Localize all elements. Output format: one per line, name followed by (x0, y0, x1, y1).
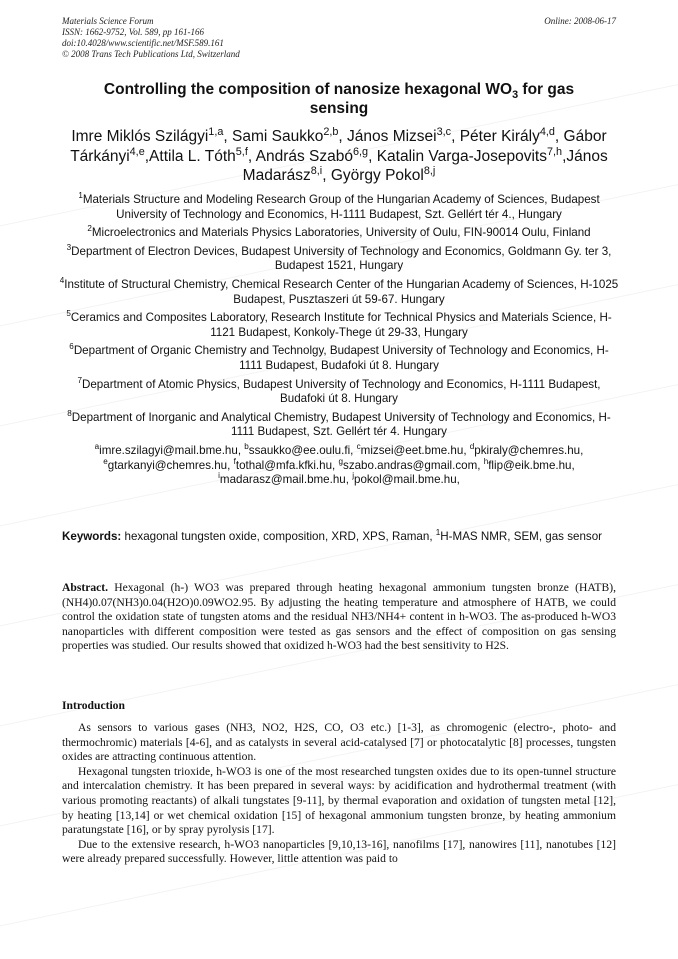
introduction-body (62, 721, 616, 867)
author: Imre Miklós Szilágyi$^{1,a}$, (71, 125, 232, 145)
author: János Mizsei$^{3,c}$, (347, 125, 460, 145)
author: Gábor Tárkányi$^{4,e}$, (70, 128, 607, 165)
affiliation-list (58, 193, 620, 488)
paragraph: As sensors to various gases (NH3, NO2, H2S, CO, O3 etc.) [1-3], as chromogenic (electro-, photo- and thermochromic) materials [4-6], and as catalysts in several acid-catalysed [7] or photocatalytic [8] processes, tungsten oxides are attracting continuous attention. (62, 721, 616, 764)
journal-copyright: © 2008 Trans Tech Publications Ltd, Switzerland (62, 49, 240, 59)
journal-issn: ISSN: 1662-9752, Vol. 589, pp 161-166 (62, 27, 204, 37)
paragraph: Hexagonal tungsten trioxide, h-WO3 is one of the most researched tungsten oxides due to its open-tunnel structure and intercalation chemistry. It has been prepared in several ways: by acidification and hydrothermal treatment (with various promoting reactants) of alkali tungstates [9-11], by thermal evaporation and oxidation of tungsten metal [12], by heating [13,14] or wet chemical oxidation [15] of hexagonal ammonium tungsten bronze, by heating ammonium paratungstate [16], or by spray pyrolysis [17]. (62, 764, 616, 837)
email: $^h$flip@eik.bme.hu (483, 456, 572, 472)
author-list (58, 127, 620, 186)
email: $^d$pkiraly@chemres.hu (469, 442, 581, 457)
affiliation: $^1$Materials Structure and Modeling Research Group of the Hungarian Academy of Sciences, Budapest University of Technology and Economics, H-1111 Budapest, Szt. Gellért tér 4., Hungary (78, 191, 600, 221)
email-list: $^a$imre.szilagyi@mail.bme.hu, $^b$ssaukko@ee.oulu.fi, $^c$mizsei@eet.bme.hu, $^d$pkiraly@chemres.hu, $^e$gtarkanyi@chemres.hu, $^f$tothal@mfa.kfki.hu, $^g$szabo.andras@gmail.com, $^h$flip@eik.bme.hu, $^i$madarasz@mail.bme.hu, $^j$pokol@mail.bme.hu, (94, 442, 584, 487)
author: János Madarász$^{8,i}$, (242, 147, 608, 184)
section-heading-introduction: Introduction (62, 699, 125, 712)
author: Sami Saukko$^{2,b}$, (232, 125, 348, 145)
email: $^c$mizsei@eet.bme.hu (356, 442, 464, 457)
author: Péter Király$^{4,d}$, (459, 125, 564, 145)
affiliation: $^7$Department of Atomic Physics, Budapest University of Technology and Economics, H-1111 Budapest, Budafoki út 8. Hungary (77, 375, 601, 406)
affiliation: $^8$Department of Inorganic and Analytical Chemistry, Budapest University of Technology and Economics, H-1111 Budapest, Szt. Gellért tér 4. Hungary (67, 408, 611, 439)
author: György Pokol$^{8,j}$ (330, 164, 436, 184)
email: $^f$tothal@mfa.kfki.hu (233, 456, 333, 472)
affiliation: $^6$Department of Organic Chemistry and Technolgy, Budapest University of Technology and Economics, H-1111 Budapest, Budafoki út 8. Hungary (69, 342, 609, 372)
affiliation: $^3$Department of Electron Devices, Budapest University of Technology and Economics, Goldmann Gy. ter 3, Budapest 1521, Hungary (66, 242, 612, 273)
email: $^g$szabo.andras@gmail.com (338, 456, 478, 472)
email: $^a$imre.szilagyi@mail.bme.hu (94, 442, 238, 457)
email: $^i$madarasz@mail.bme.hu (218, 471, 346, 487)
online-date: Online: 2008-06-17 (544, 16, 616, 26)
abstract: Abstract. Hexagonal (h-) WO3 was prepared through heating hexagonal ammonium tungsten bronze (HATB), (NH4)0.07(NH3)0.04(H2O)0.09WO2.95. By adjusting the heating temperature and atmosphere of HATB, we could control the oxidation state of tungsten atoms and the residual NH3/NH4+ content in h-WO3. The as-produced h-WO3 nanoparticles with different composition were tested as gas sensors and the effect of composition on gas sensing properties was studied. Our results showed that oxidized h-WO3 had the best sensitivity to H2S. (62, 581, 616, 653)
author: Attila L. Tóth$^{5,f}$, (149, 145, 256, 165)
keywords: Keywords: hexagonal tungsten oxide, composition, XRD, XPS, Raman, $^1$H-MAS NMR, SEM, gas sensor (62, 528, 602, 543)
email: $^b$ssaukko@ee.oulu.fi (244, 442, 351, 457)
journal-doi: doi:10.4028/www.scientific.net/MSF.589.161 (62, 38, 224, 48)
affiliation: $^2$Microelectronics and Materials Physics Laboratories, University of Oulu, FIN-90014 Oulu, Finland (87, 224, 591, 240)
author: Katalin Varga-Josepovits$^{7,h}$, (376, 145, 567, 165)
journal-name: Materials Science Forum (62, 16, 154, 26)
paper-title: Controlling the composition of nanosize hexagonal $WO_3$ for gas sensing (103, 81, 575, 117)
affiliation: $^5$Ceramics and Composites Laboratory, Research Institute for Technical Physics and Materials Science, H-1121 Budapest, Konkoly-Thege út 29-33, Hungary (66, 309, 612, 339)
abstract-text: Hexagonal (h-) WO3 was prepared through heating hexagonal ammonium tungsten bronze (HATB), (NH4)0.07(NH3)0.04(H2O)0.09WO2.95. By adjusting the heating temperature and atmosphere of HATB, we could control the oxidation state of tungsten atoms and the residual NH3/NH4+ content in h-WO3. The as-produced h-WO3 nanoparticles with different composition were tested as gas sensors and the effect of composition on gas sensing properties was studied. Our results showed that oxidized h-WO3 had the best sensitivity to H2S. (62, 581, 616, 653)
affiliation: $^4$Institute of Structural Chemistry, Chemical Research Center of the Hungarian Academy of Sciences, H-1025 Budapest, Pusztaszeri út 59-67. Hungary (59, 276, 619, 306)
email: $^e$gtarkanyi@chemres.hu (103, 456, 228, 472)
email: $^j$pokol@mail.bme.hu (352, 471, 457, 487)
paragraph: Due to the extensive research, h-WO3 nanoparticles [9,10,13-16], nanofilms [17], nanowires [11], nanotubes [12] were already prepared successfully. However, little attention was paid to (62, 837, 616, 866)
author: András Szabó$^{6,g}$, (255, 145, 377, 165)
journal-header (62, 16, 240, 60)
